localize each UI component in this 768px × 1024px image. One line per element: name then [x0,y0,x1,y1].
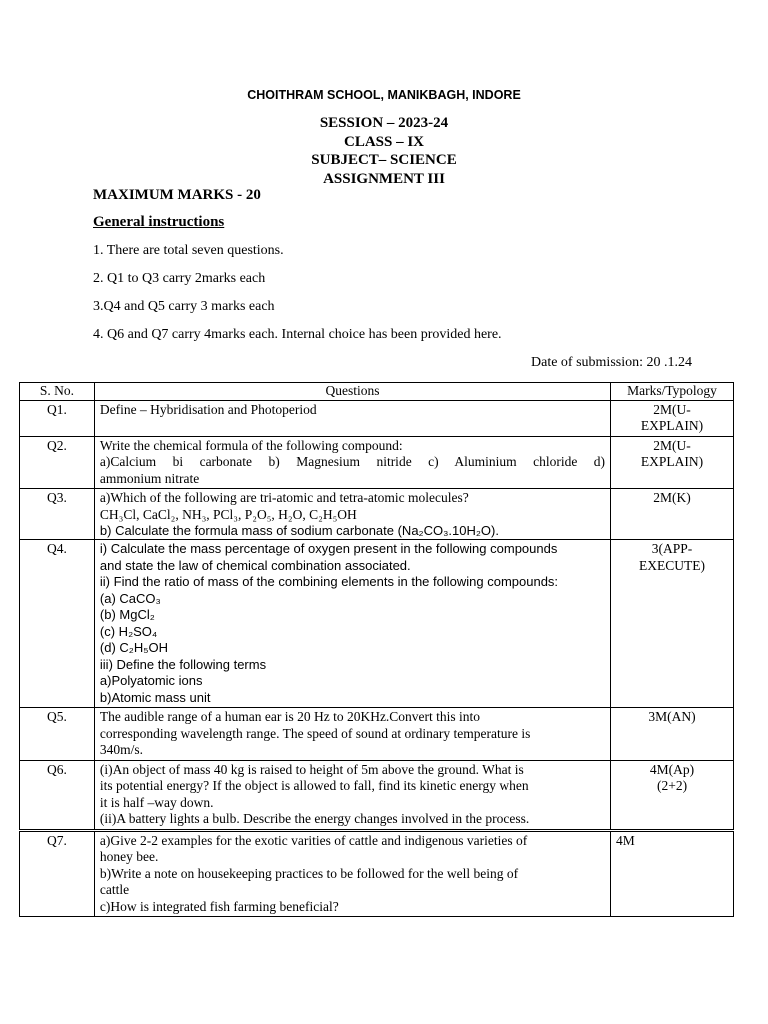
question-line: CH₃Cl, CaCl₂, NH₃, PCl₃, P₂O₅, H₂O, C₂H₅OH [99,506,357,522]
question-line: corresponding wavelength range. The speed of sound at ordinary temperature is [99,725,531,741]
question-line: ammonium nitrate [99,470,200,486]
marks-line: 2M(K) [653,490,691,505]
date-of-submission: Date of submission: 20 .1.24 [531,355,692,370]
question-line: ii) Find the ratio of mass of the combining elements in the following compounds: [99,574,559,589]
subject-line: SUBJECT– SCIENCE [311,152,457,168]
question-line: b)Atomic mass unit [99,689,211,705]
column-header-sno: S. No. [20,383,95,401]
instruction-item: 4. Q6 and Q7 carry 4marks each. Internal choice has been provided here. [93,327,502,342]
row-marks [611,489,734,540]
instruction-item: 1. There are total seven questions. [93,243,284,258]
table-row [20,708,734,761]
marks-line: 4M(Ap) [649,761,695,777]
table-row [20,540,734,708]
question-line: a)Polyatomic ions [99,673,203,688]
marks-line: 3(APP- [651,541,693,556]
table-row [20,760,734,830]
table-row [20,830,734,917]
question-line: its potential energy? If the object is allowed to fall, find its kinetic energy when [99,778,529,793]
row-sno: Q3. [20,489,95,540]
question-line: a)Which of the following are tri-atomic and tetra-atomic molecules? [99,490,469,505]
question-line: and state the law of chemical combination associated. [99,557,411,573]
table-row [20,436,734,489]
table-row [20,489,734,540]
question-line: honey bee. [99,849,159,864]
row-sno: Q7. [20,830,95,917]
session-line: SESSION – 2023-24 [319,115,449,131]
marks-line: 2M(U- [653,401,691,417]
marks-line: EXPLAIN) [640,418,704,433]
row-sno: Q6. [20,760,95,830]
instructions-title: General instructions [93,214,225,230]
row-question [94,708,610,761]
row-sno: Q4. [20,540,95,708]
row-question [94,436,610,489]
column-header-marks: Marks/Typology [611,383,734,401]
question-line: iii) Define the following terms [99,656,267,672]
question-line: The audible range of a human ear is 20 Hz to 20KHz.Convert this into [99,709,481,724]
instruction-item: 3.Q4 and Q5 carry 3 marks each [93,299,275,314]
question-line: a)Give 2-2 examples for the exotic varities of cattle and indigenous varieties of [99,832,528,848]
question-line: (b) MgCl₂ [99,607,155,622]
table-header-row [20,383,734,401]
row-marks [611,436,734,489]
row-marks [611,708,734,761]
question-line: (ii)A battery lights a bulb. Describe the energy changes involved in the process. [99,811,530,826]
column-header-questions: Questions [94,383,610,401]
question-line: (i)An object of mass 40 kg is raised to height of 5m above the ground. What is [99,761,524,777]
class-line: CLASS – IX [343,133,425,150]
question-line: i) Calculate the mass percentage of oxygen present in the following compounds [99,541,558,556]
question-line: 340m/s. [99,742,144,757]
questions-table [19,382,734,917]
row-sno: Q5. [20,708,95,761]
marks-line: 4M [616,832,635,848]
question-line: cattle [99,882,130,897]
row-question [94,540,610,708]
row-question [94,400,610,436]
header-block [0,114,768,188]
row-marks [611,400,734,436]
maximum-marks: MAXIMUM MARKS - 20 [93,187,261,203]
question-line: a)Calcium bi carbonate b) Magnesium nitride c) Aluminium chloride d) [99,454,606,469]
question-line: (d) C₂H₅OH [99,640,168,655]
marks-line: (2+2) [656,778,688,793]
marks-line: EXECUTE) [639,557,706,573]
row-marks [611,760,734,830]
assignment-line: ASSIGNMENT III [323,170,445,187]
row-marks [611,540,734,708]
marks-line: 3M(AN) [648,709,696,724]
question-line: c)How is integrated fish farming beneficial? [99,898,339,914]
row-sno: Q1. [20,400,95,436]
question-line: it is half –way down. [99,794,214,810]
question-line: Write the chemical formula of the following compound: [99,437,403,453]
row-sno: Q2. [20,436,95,489]
question-line: (c) H₂SO₄ [99,623,158,639]
row-question [94,830,610,917]
marks-line: EXPLAIN) [640,454,704,469]
school-name: CHOITHRAM SCHOOL, MANIKBAGH, INDORE [247,88,521,102]
table-row [20,400,734,436]
row-marks [611,830,734,917]
question-line: (a) CaCO₃ [99,590,161,606]
marks-line: 2M(U- [653,437,691,453]
question-line: Define – Hybridisation and Photoperiod [99,401,317,417]
row-question [94,760,610,830]
question-line: b)Write a note on housekeeping practices to be followed for the well being of [99,865,519,881]
question-line: b) Calculate the formula mass of sodium carbonate (Na₂CO₃.10H₂O). [99,523,499,538]
instruction-item: 2. Q1 to Q3 carry 2marks each [93,271,266,286]
row-question [94,489,610,540]
